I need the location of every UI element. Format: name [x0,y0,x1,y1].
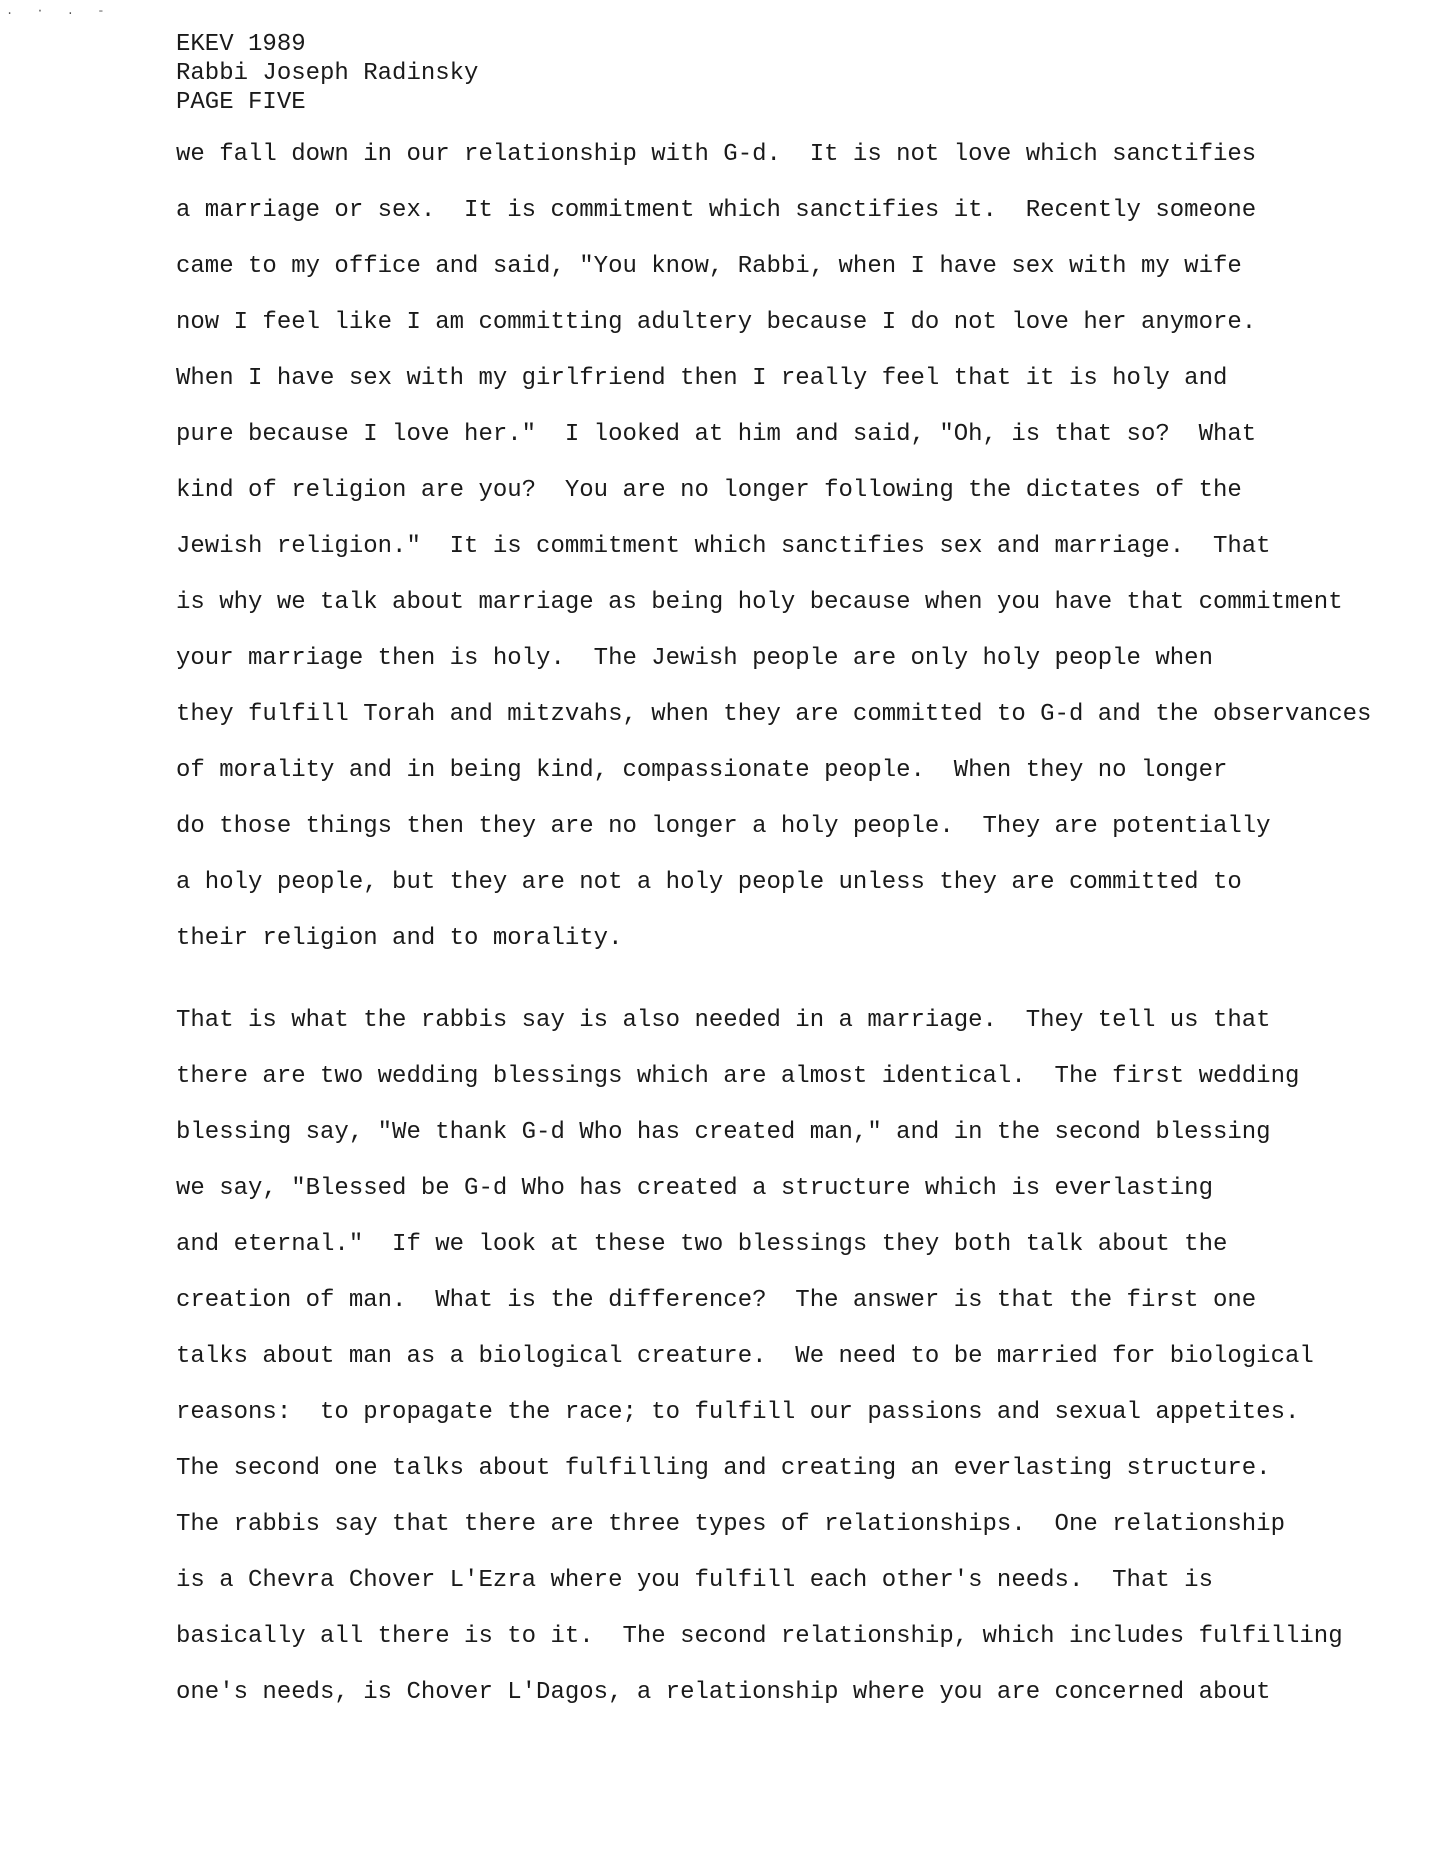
text-line: do those things then they are no longer a holy people. They are potentially [176,813,1271,840]
text-line: they fulfill Torah and mitzvahs, when they are committed to G-d and the observances [176,701,1372,728]
text-line: When I have sex with my girlfriend then I really feel that it is holy and [176,365,1228,392]
text-line: pure because I love her." I looked at him and said, "Oh, is that so? What [176,421,1257,448]
text-line: their religion and to morality. [176,925,623,952]
text-line: Jewish religion." It is commitment which sanctifies sex and marriage. That [176,533,1271,560]
text-line: one's needs, is Chover L'Dagos, a relationship where you are concerned about [176,1679,1271,1706]
text-line: we fall down in our relationship with G-d. It is not love which sanctifies [176,141,1257,168]
text-line: is why we talk about marriage as being holy because when you have that commitment [176,589,1343,616]
text-line: now I feel like I am committing adultery because I do not love her anymore. [176,309,1257,336]
document-header [176,30,1356,117]
text-line: talks about man as a biological creature. We need to be married for biological [176,1343,1314,1370]
document-page [176,30,1372,1721]
scan-mark: . · . - [6,4,113,18]
text-line: a marriage or sex. It is commitment which sanctifies it. Recently someone [176,197,1257,224]
text-line: of morality and in being kind, compassionate people. When they no longer [176,757,1228,784]
text-line: is a Chevra Chover L'Ezra where you fulfill each other's needs. That is [176,1567,1213,1594]
text-line: reasons: to propagate the race; to fulfill our passions and sexual appetites. [176,1399,1300,1426]
paragraph-2 [176,993,1356,1721]
text-line: kind of religion are you? You are no longer following the dictates of the [176,477,1242,504]
paragraph-1 [176,127,1372,967]
text-line: blessing say, "We thank G-d Who has created man," and in the second blessing [176,1119,1271,1146]
text-line: a holy people, but they are not a holy people unless they are committed to [176,869,1242,896]
header-page-label: PAGE FIVE [176,89,306,116]
text-line: your marriage then is holy. The Jewish people are only holy people when [176,645,1213,672]
text-line: creation of man. What is the difference? The answer is that the first one [176,1287,1257,1314]
text-line: we say, "Blessed be G-d Who has created a structure which is everlasting [176,1175,1213,1202]
text-line: The rabbis say that there are three types of relationships. One relationship [176,1511,1285,1538]
text-line: basically all there is to it. The second relationship, which includes fulfilling [176,1623,1343,1650]
text-line: That is what the rabbis say is also needed in a marriage. They tell us that [176,1007,1271,1034]
text-line: and eternal." If we look at these two blessings they both talk about the [176,1231,1228,1258]
text-line: The second one talks about fulfilling and creating an everlasting structure. [176,1455,1271,1482]
header-author: Rabbi Joseph Radinsky [176,60,479,87]
text-line: there are two wedding blessings which are almost identical. The first wedding [176,1063,1300,1090]
text-line: came to my office and said, "You know, Rabbi, when I have sex with my wife [176,253,1242,280]
header-title: EKEV 1989 [176,31,306,58]
